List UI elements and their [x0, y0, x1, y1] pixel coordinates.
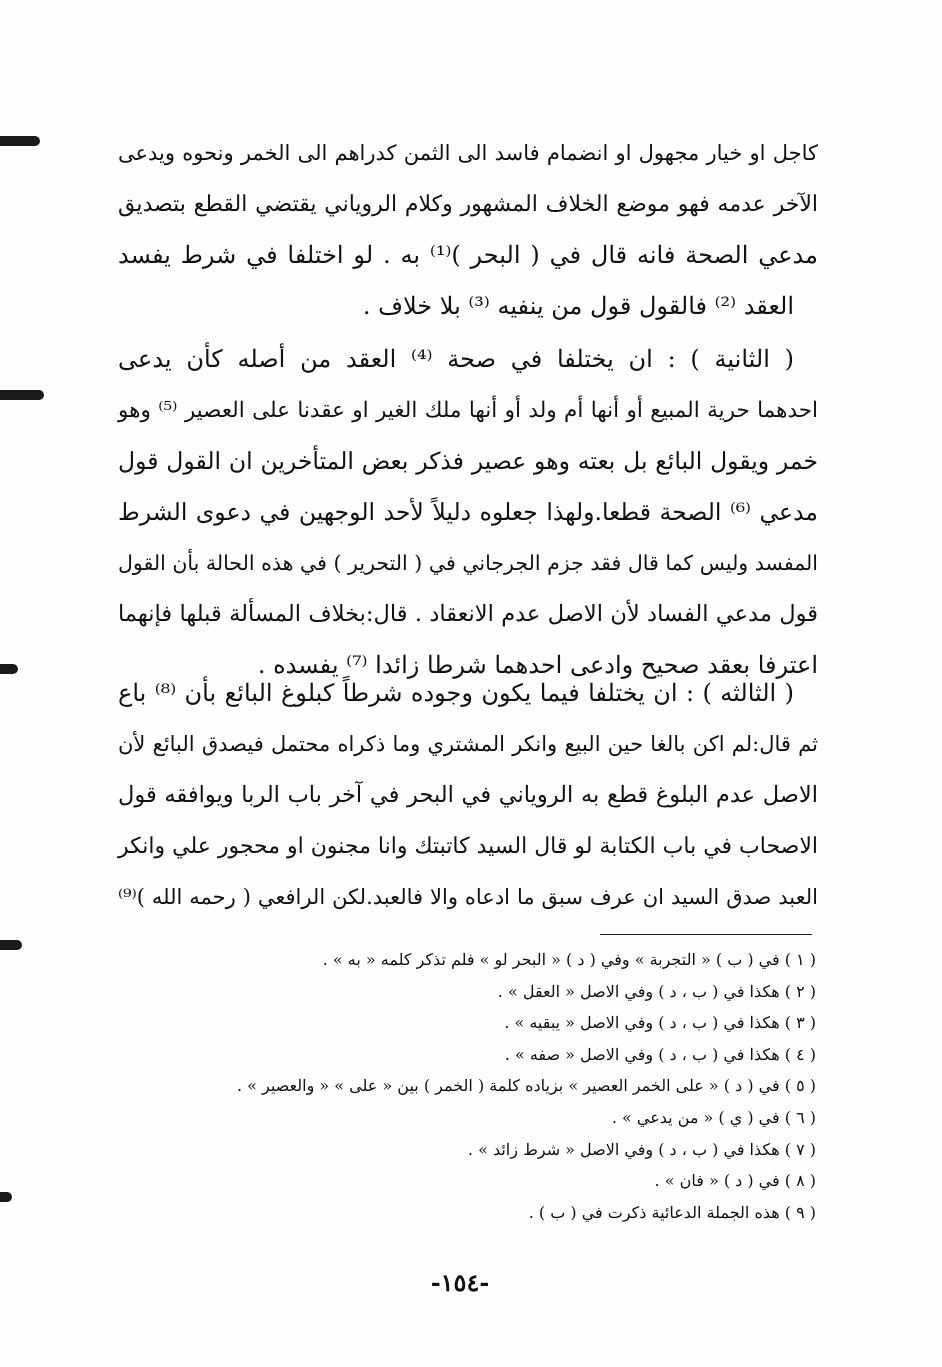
paragraph-3 — [118, 668, 818, 923]
text-line: ( الثالثه ) : ان يختلفا فيما يكون وجوده شرطاً كبلوغ البائع بأن ⁽⁸⁾ باع — [118, 679, 794, 707]
text-line: ( الثانية ) : ان يختلفا في صحة ⁽⁴⁾ العقد من أصله كأن يدعى — [118, 345, 794, 373]
footnote: ( ١ ) في ( ب ) « التجربة » وفي ( د ) « البحر لو » فلم تذكر كلمه « به » . — [322, 950, 816, 969]
text-line: العقد ⁽²⁾ فالقول قول من ينفيه ⁽³⁾ بلا خلاف . — [362, 292, 794, 320]
footnote: ( ٢ ) هكذا في ( ب ، د ) وفي الاصل « العقل » . — [497, 981, 816, 1001]
text-line: ثم قال:لم اكن بالغا حين البيع وانكر المشتري وما ذكراه محتمل فيصدق البائع لأن — [118, 732, 818, 756]
text-line: اعترفا بعقد صحيح وادعى احدهما شرطا زائدا ⁽⁷⁾ يفسده . — [257, 651, 818, 679]
text-line: خمر ويقول البائع بل بعته وهو عصير فذكر بعض المتأخرين ان القول قول — [118, 447, 818, 475]
footnote: ( ٨ ) في ( د ) « فان » . — [654, 1171, 816, 1191]
footnote: ( ٧ ) هكذا في ( ب ، د ) وفي الاصل « شرط زائد » . — [467, 1139, 816, 1159]
margin-ink-mark — [0, 664, 18, 674]
footnote: ( ٥ ) في ( د ) « على الخمر العصير » بزياده كلمة ( الخمر ) بين « على » « والعصير » . — [236, 1076, 816, 1096]
text-line: الآخر عدمه فهو موضع الخلاف المشهور وكلام الروياني يقتضي القطع بتصديق — [118, 192, 818, 217]
margin-ink-mark — [0, 390, 44, 400]
text-line: كاجل او خيار مجهول او انضمام فاسد الى الثمن كدراهم الى الخمر ونحوه ويدعى — [118, 141, 818, 165]
footnote-divider — [600, 934, 812, 935]
margin-ink-mark — [0, 1192, 12, 1202]
margin-ink-mark — [0, 940, 22, 950]
footnote: ( ٩ ) هذه الجملة الدعائية ذكرت في ( ب ) . — [528, 1202, 816, 1222]
text-line: مدعي الصحة فانه قال في ( البحر )⁽¹⁾ به . لو اختلفا في شرط يفسد — [118, 241, 818, 269]
text-line: العبد صدق السيد ان عرف سبق ما ادعاه والا فالعبد.لكن الرافعي ( رحمه الله )⁽⁹⁾ — [118, 885, 818, 909]
footnote: ( ٤ ) هكذا في ( ب ، د ) وفي الاصل « صفه » . — [504, 1044, 816, 1064]
footnote: ( ٣ ) هكذا في ( ب ، د ) وفي الاصل « يبقيه » . — [504, 1013, 816, 1033]
paragraph-2 — [118, 334, 818, 691]
text-line: قول مدعي الفساد لأن الاصل عدم الانعقاد . قال:بخلاف المسألة قبلها فإنهما — [118, 601, 818, 627]
footnote: ( ٦ ) في ( ي ) « من يدعي » . — [611, 1107, 816, 1127]
text-line: الاصحاب في باب الكتابة لو قال السيد كاتبتك وانا مجنون او محجور علي وانكر — [117, 834, 818, 859]
text-line: الاصل عدم البلوغ قطع به الروياني في البحر في آخر باب الربا ويوافقه قول — [118, 782, 818, 808]
page-number: -١٥٤- — [430, 1268, 490, 1297]
text-line: المفسد وليس كما قال فقد جزم الجرجاني في ( التحرير ) في هذه الحالة بأن القول — [118, 551, 818, 575]
text-line: مدعي ⁽⁶⁾ الصحة قطعا.ولهذا جعلوه دليلاً لأحد الوجهين في دعوى الشرط — [118, 498, 818, 526]
margin-ink-mark — [0, 136, 40, 146]
paragraph-1 — [118, 128, 818, 332]
footnotes — [180, 944, 816, 1228]
text-line: احدهما حرية المبيع أو أنها أم ولد أو أنها ملك الغير او عقدنا على العصير ⁽⁵⁾ وهو — [118, 398, 818, 423]
